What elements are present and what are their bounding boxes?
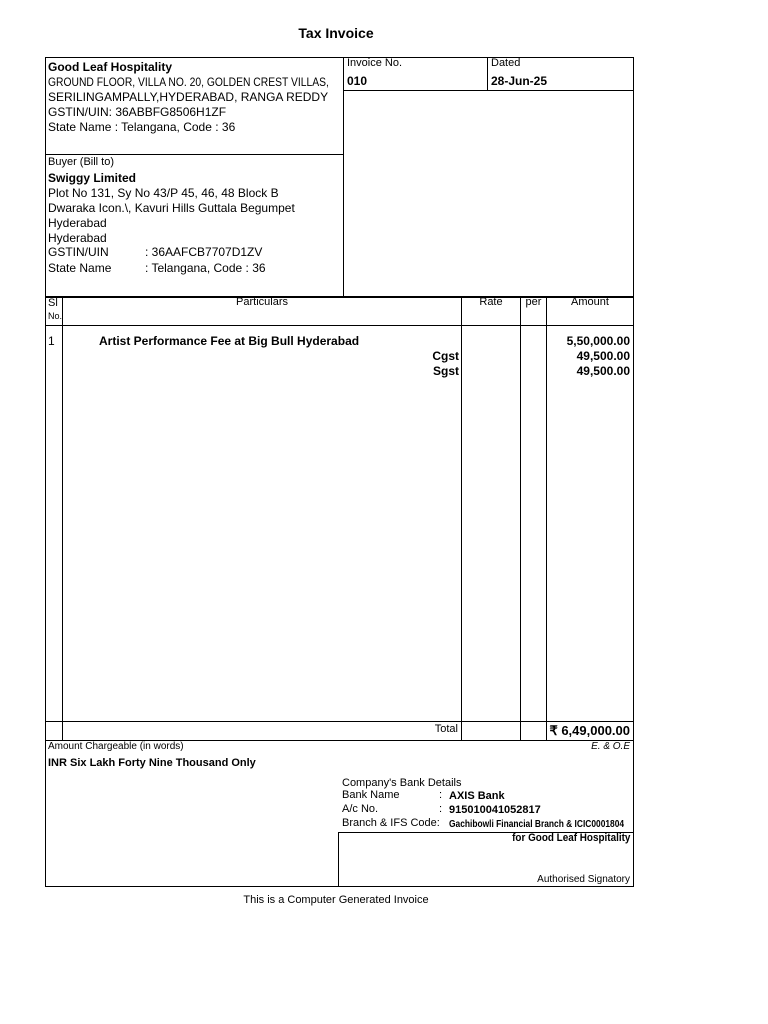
account-number-separator: : — [439, 803, 443, 815]
column-header-amount: Amount — [571, 296, 609, 308]
buyer-label: Buyer (Bill to) — [48, 156, 115, 168]
bank-heading: Company's Bank Details — [342, 777, 462, 789]
item-sl-number: 1 — [48, 334, 55, 348]
invoice-date-label: Dated — [491, 57, 521, 69]
total-amount: ₹ 6,49,000.00 — [549, 723, 630, 738]
authorised-signatory: Authorised Signatory — [537, 874, 630, 885]
invoice-number-label: Invoice No. — [347, 57, 403, 69]
buyer-gstin: : 36AAFCB7707D1ZV — [145, 245, 263, 259]
amount-words-value: INR Six Lakh Forty Nine Thousand Only — [48, 757, 256, 769]
tax-name-cgst: Cgst — [432, 349, 459, 363]
column-header-sl-no: No. — [48, 311, 63, 321]
item-amount: 5,50,000.00 — [566, 334, 630, 348]
eoe-note: E. & O.E — [591, 741, 630, 752]
column-header-rate: Rate — [479, 296, 503, 308]
buyer-address-line: Dwaraka Icon.\, Kavuri Hills Guttala Begumpet — [48, 201, 295, 215]
column-header-sl: Sl — [48, 297, 58, 309]
buyer-name: Swiggy Limited — [48, 171, 137, 185]
buyer-state-label: State Name — [48, 261, 112, 275]
seller-state: State Name : Telangana, Code : 36 — [48, 120, 236, 134]
page-title: Tax Invoice — [298, 25, 374, 41]
footer-note: This is a Computer Generated Invoice — [243, 894, 429, 906]
buyer-address-line: Plot No 131, Sy No 43/P 45, 46, 48 Block B — [48, 186, 279, 200]
for-company: for Good Leaf Hospitality — [511, 832, 630, 844]
total-label: Total — [434, 723, 458, 735]
bank-name: AXIS Bank — [449, 790, 505, 802]
seller-gstin: GSTIN/UIN: 36ABBFG8506H1ZF — [48, 105, 227, 119]
account-number: 915010041052817 — [449, 804, 541, 816]
bank-name-label: Bank Name — [342, 789, 400, 801]
item-description: Artist Performance Fee at Big Bull Hyderabad — [99, 334, 360, 348]
buyer-address-line: Hyderabad — [48, 216, 107, 230]
column-header-per: per — [525, 296, 542, 308]
buyer-gstin-label: GSTIN/UIN — [48, 245, 109, 259]
bank-name-separator: : — [439, 789, 443, 801]
seller-name: Good Leaf Hospitality — [48, 60, 173, 74]
buyer-state: : Telangana, Code : 36 — [145, 261, 266, 275]
seller-address-line1: GROUND FLOOR, VILLA NO. 20, GOLDEN CREST VILLAS, — [48, 75, 329, 89]
invoice-date: 28-Jun-25 — [491, 74, 548, 88]
branch-ifsc: Gachibowli Financial Branch & ICIC0001804 — [449, 819, 625, 830]
tax-amount-sgst: 49,500.00 — [576, 364, 630, 378]
invoice-number: 010 — [347, 74, 368, 88]
amount-words-label: Amount Chargeable (in words) — [48, 741, 184, 752]
tax-amount-cgst: 49,500.00 — [576, 349, 630, 363]
seller-address-line2: SERILINGAMPALLY,HYDERABAD, RANGA REDDY — [48, 90, 329, 104]
column-header-particulars: Particulars — [236, 296, 288, 308]
buyer-address-line: Hyderabad — [48, 231, 107, 245]
branch-label: Branch & IFS Code: — [342, 817, 440, 829]
account-number-label: A/c No. — [342, 803, 379, 815]
tax-name-sgst: Sgst — [432, 364, 459, 378]
